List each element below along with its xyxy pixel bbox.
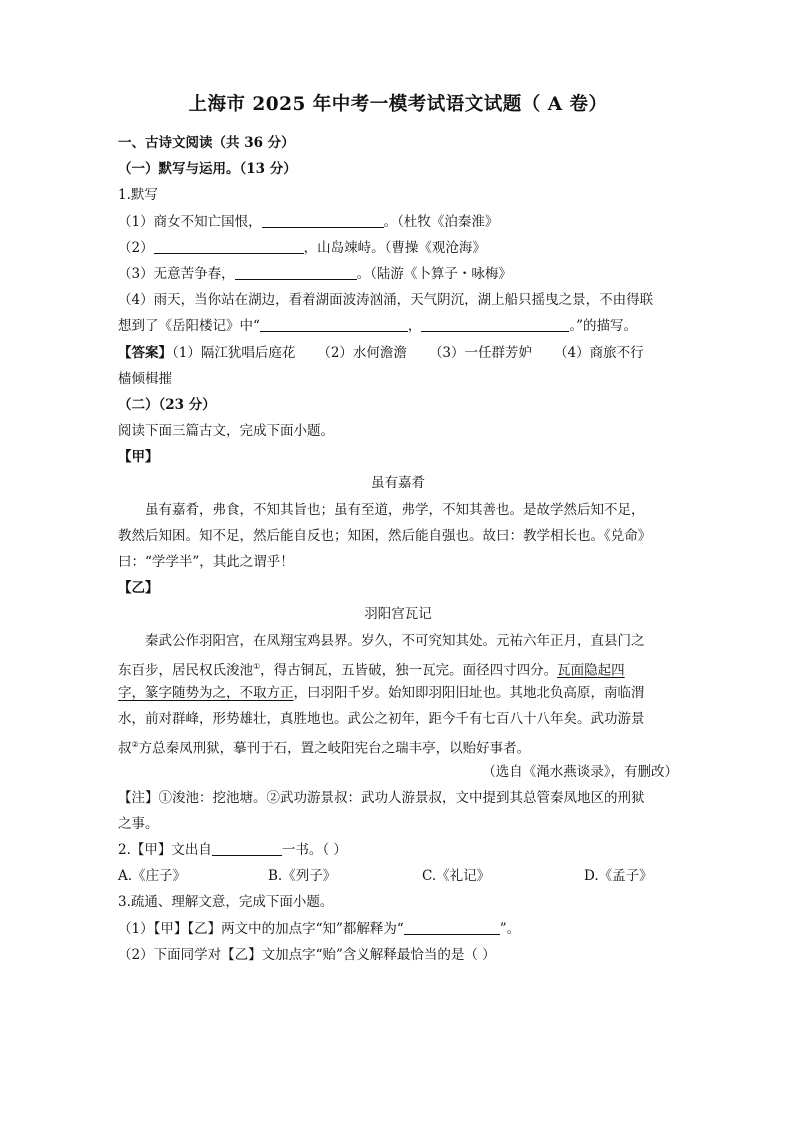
- option-c[interactable]: C.《礼记》: [422, 868, 491, 885]
- question-1-item-2: （2） ，山岛竦峙。（曹操《观沧海》: [118, 239, 486, 256]
- answer-blank[interactable]: [260, 317, 408, 332]
- passage-yi-line: 叔②方总秦凤刑狱，摹刊于石，置之岐阳宪台之瑞丰亭，以贻好事者。: [118, 740, 531, 757]
- passage-jia-line: 教然后知困。知不足，然后能自反也；知困，然后能自强也。故曰：教学相长也。《兑命》: [118, 527, 652, 544]
- passage-yi-source: （选自《渑水燕谈录》，有删改）: [482, 763, 678, 780]
- question-1-label: 1.默写: [118, 187, 158, 204]
- passage-jia-line: 虽有嘉肴，弗食，不知其旨也；虽有至道，弗学，不知其善也。是故学然后知不足，: [145, 501, 645, 518]
- answer-blank[interactable]: [262, 213, 384, 228]
- underlined-sentence: 字，篆字随势为之，不取方正: [118, 684, 294, 701]
- question-1-item-4-line-1: （4）雨天，当你站在湖边，看着湖面波涛汹涌，天气阴沉，湖上船只摇曳之景，不由得联: [118, 292, 654, 309]
- passage-jia-title: 虽有嘉肴: [371, 475, 425, 492]
- notes-line: 之事。: [118, 815, 159, 832]
- question-3-stem: 3.疏通、理解文意，完成下面小题。: [118, 894, 334, 911]
- answer-blank[interactable]: [154, 239, 304, 254]
- passage-jia-tag: 【甲】: [118, 449, 159, 466]
- answer-blank[interactable]: [235, 265, 357, 280]
- section-heading: 一、古诗文阅读（共 36 分）: [118, 135, 295, 151]
- question-3-sub-2: （2）下面同学对【乙】文加点字“贻”含义解释最恰当的是（ ）: [118, 946, 496, 963]
- notes-line: 【注】①浚池：挖池塘。②武功游景叔：武功人游景叔，文中提到其总管秦凤地区的刑狱: [118, 789, 645, 806]
- passage-jia-line: 曰：“学学半”，其此之谓乎！: [118, 554, 294, 570]
- exam-page: [118, 92, 678, 968]
- question-2-stem: 2.【甲】文出自 一书。（ ）: [118, 842, 347, 859]
- part-heading-2: （二）（23 分）: [118, 396, 216, 413]
- option-a[interactable]: A.《庄子》: [118, 868, 187, 885]
- passage-yi-line: 秦武公作羽阳宫，在凤翔宝鸡县界。岁久，不可究知其处。元祐六年正月，直县门之: [145, 632, 645, 649]
- question-1-item-4-line-2: 想到了《岳阳楼记》中“ ， 。”的描写。: [118, 318, 638, 335]
- passage-yi-line: 水，前对群峰，形势雄壮，真胜地也。武公之初年，距今千有七百八十八年矣。武功游景: [118, 711, 645, 728]
- passage-yi-tag: 【乙】: [118, 580, 159, 597]
- answer-blank[interactable]: [212, 841, 282, 856]
- answer-label: 【答案】: [118, 344, 172, 361]
- question-2-options: [118, 863, 678, 889]
- passage-yi-title: 羽阳宫瓦记: [364, 606, 432, 623]
- option-d[interactable]: D.《孟子》: [584, 868, 653, 885]
- underlined-sentence: 瓦面隐起四: [557, 662, 625, 679]
- answer-blank[interactable]: [421, 317, 569, 332]
- option-b[interactable]: B.《列子》: [268, 868, 337, 885]
- passage-yi-line: 字，篆字随势为之，不取方正，曰羽阳千岁。始知即羽阳旧址也。其地北负高原，南临渭: [118, 684, 645, 701]
- exam-title: 上海市 2025 年中考一模考试语文试题（ A 卷）: [188, 94, 608, 115]
- answer-line: 【答案】（1）隔江犹唱后庭花 （2）水何澹澹 （3）一任群芳妒 （4）商旅不行: [118, 344, 644, 361]
- passage-yi-line: 东百步，居民权氏浚池①，得古铜瓦，五皆破，独一瓦完。面径四寸四分。瓦面隐起四: [118, 661, 625, 679]
- answer-continuation: 樯倾楫摧: [118, 370, 172, 387]
- answer-blank[interactable]: [404, 920, 500, 935]
- part-2-intro: 阅读下面三篇古文，完成下面小题。: [118, 423, 334, 440]
- question-1-item-1: （1）商女不知亡国恨， 。（杜牧《泊秦淮》: [118, 213, 499, 230]
- question-3-sub-1: （1）【甲】【乙】两文中的加点字“知”都解释为“ ”。: [118, 920, 521, 937]
- question-1-item-3: （3）无意苦争春， 。（陆游《卜算子・咏梅》: [118, 265, 512, 282]
- part-heading-1: （一）默写与运用。（13 分）: [118, 161, 297, 178]
